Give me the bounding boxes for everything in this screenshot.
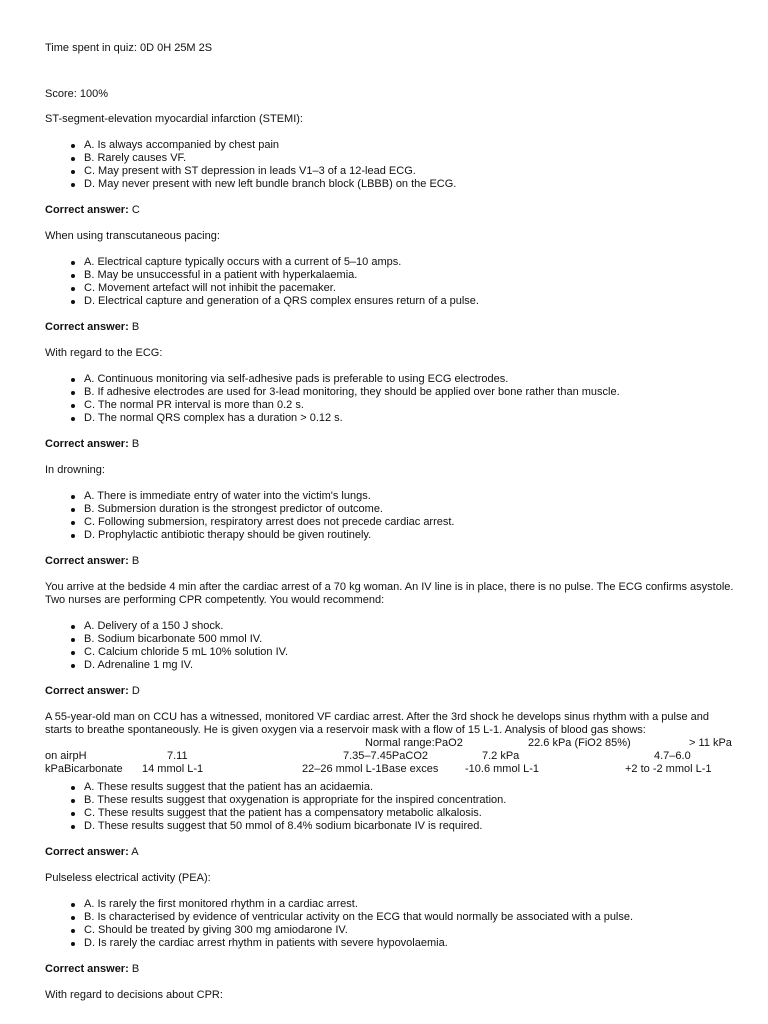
correct-answer-label: Correct answer: [45,321,129,333]
blood-gas-cell: 22.6 kPa (FiO2 85%) [528,737,631,749]
correct-answer-value: B [131,963,140,975]
blood-gas-cell: 14 mmol L-1 [142,763,204,775]
correct-answer-label: Correct answer: [45,438,129,450]
option-item: A. Delivery of a 150 J shock. [84,620,735,633]
option-item: C. May present with ST depression in leads V1–3 of a 12-lead ECG. [84,165,735,178]
option-item: C. Movement artefact will not inhibit the pacemaker. [84,282,735,295]
option-item: B. Is characterised by evidence of ventricular activity on the ECG that would normally be associated with a pulse. [84,911,735,924]
blood-gas-cell: +2 to -2 mmol L-1 [625,763,712,775]
option-item: A. Is always accompanied by chest pain [84,139,735,152]
option-item: A. Electrical capture typically occurs with a current of 5–10 amps. [84,256,735,269]
option-item: D. Is rarely the cardiac arrest rhythm in patients with severe hypovolaemia. [84,937,735,950]
blood-gas-cell: 7.11 [167,750,188,762]
option-item: B. Sodium bicarbonate 500 mmol IV. [84,633,735,646]
correct-answer-label: Correct answer: [45,963,129,975]
option-item: C. Following submersion, respiratory arrest does not precede cardiac arrest. [84,516,735,529]
blood-gas-cell: kPaBicarbonate [45,763,123,775]
blood-gas-cell: 22–26 mmol L-1Base exces [302,763,439,775]
option-item: D. Adrenaline 1 mg IV. [84,659,735,672]
option-item: D. These results suggest that 50 mmol of 8.4% sodium bicarbonate IV is required. [84,820,735,833]
blood-gas-cell: on airpH [45,750,87,762]
quiz-results-page [45,42,735,1015]
option-item: C. These results suggest that the patient has a compensatory metabolic alkalosis. [84,807,735,820]
correct-answer [45,555,735,568]
blood-gas-cell: 7.35–7.45PaCO2 [343,750,429,762]
blood-gas-row [45,763,735,776]
option-item: D. May never present with new left bundle branch block (LBBB) on the ECG. [84,178,735,191]
option-item: B. Submersion duration is the strongest predictor of outcome. [84,503,735,516]
option-item: A. These results suggest that the patient has an acidaemia. [84,781,735,794]
correct-answer-label: Correct answer: [45,555,129,567]
option-list [45,256,735,308]
correct-answer-label: Correct answer: [45,685,129,697]
question-stem: With regard to decisions about CPR: [45,989,223,1001]
correct-answer [45,321,735,334]
correct-answer-value: C [131,204,140,216]
option-item: C. Should be treated by giving 300 mg amiodarone IV. [84,924,735,937]
score: Score: 100% [45,88,108,100]
correct-answer-value: A [131,846,139,858]
question-stem: ST-segment-elevation myocardial infarction (STEMI): [45,113,303,125]
option-item: D. Prophylactic antibiotic therapy should be given routinely. [84,529,735,542]
option-item: A. Is rarely the first monitored rhythm in a cardiac arrest. [84,898,735,911]
option-list [45,781,735,833]
option-item: C. Calcium chloride 5 mL 10% solution IV. [84,646,735,659]
blood-gas-cell: Normal range:PaO2 [365,737,463,749]
question-stem: When using transcutaneous pacing: [45,230,220,242]
correct-answer [45,963,735,976]
question-stem: Pulseless electrical activity (PEA): [45,872,211,884]
correct-answer-value: D [131,685,140,697]
question-stem: You arrive at the bedside 4 min after the cardiac arrest of a 70 kg woman. An IV line is in place, there is no pulse. The ECG confirms asystole. Two nurses are performing CPR competently. You would recommend: [45,581,734,606]
correct-answer-label: Correct answer: [45,204,129,216]
correct-answer [45,685,735,698]
option-list [45,898,735,950]
option-item: C. The normal PR interval is more than 0.2 s. [84,399,735,412]
question-stem: A 55-year-old man on CCU has a witnessed, monitored VF cardiac arrest. After the 3rd shock he develops sinus rhythm with a pulse and starts to breathe spontaneously. He is given oxygen via a reservoir mask with a flow of 15 L-1. Analysis of blood gas shows: [45,711,709,736]
blood-gas-cell: > 11 kPa [689,737,732,749]
option-item: B. May be unsuccessful in a patient with hyperkalaemia. [84,269,735,282]
question-stem: In drowning: [45,464,105,476]
blood-gas-row [45,750,735,763]
blood-gas-row [45,737,735,750]
option-item: D. The normal QRS complex has a duration > 0.12 s. [84,412,735,425]
option-list [45,490,735,542]
option-item: B. These results suggest that oxygenation is appropriate for the inspired concentration. [84,794,735,807]
blood-gas-cell: -10.6 mmol L-1 [465,763,539,775]
option-list [45,620,735,672]
option-item: B. Rarely causes VF. [84,152,735,165]
option-item: A. There is immediate entry of water into the victim's lungs. [84,490,735,503]
correct-answer [45,204,735,217]
correct-answer-value: B [131,555,140,567]
time-spent: Time spent in quiz: 0D 0H 25M 2S [45,42,213,54]
correct-answer-value: B [131,438,140,450]
correct-answer-value: B [131,321,140,333]
option-item: B. If adhesive electrodes are used for 3-lead monitoring, they should be applied over bone rather than muscle. [84,386,735,399]
blood-gas-table [45,737,735,776]
question-stem: With regard to the ECG: [45,347,163,359]
blood-gas-cell: 7.2 kPa [482,750,520,762]
correct-answer [45,846,735,859]
option-item: A. Continuous monitoring via self-adhesive pads is preferable to using ECG electrodes. [84,373,735,386]
blood-gas-cell: 4.7–6.0 [654,750,691,762]
option-item: D. Electrical capture and generation of a QRS complex ensures return of a pulse. [84,295,735,308]
option-list [45,373,735,425]
correct-answer-label: Correct answer: [45,846,129,858]
option-list [45,139,735,191]
correct-answer [45,438,735,451]
